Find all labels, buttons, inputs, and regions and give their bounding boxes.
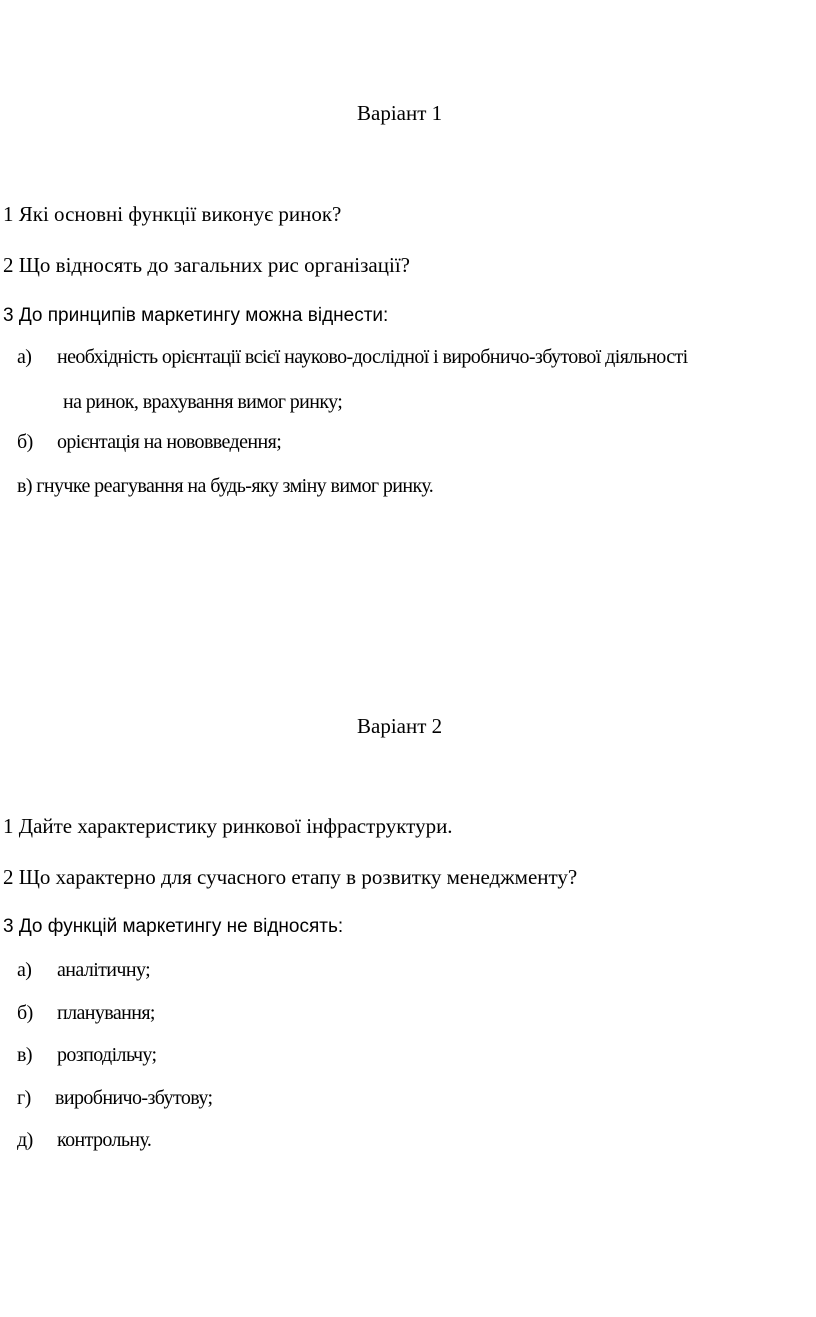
variant2-title: Варіант 2: [357, 714, 443, 738]
option-text: планування;: [57, 1002, 155, 1024]
option-label: б): [17, 1002, 33, 1024]
variant1-question-2: 2 Що відносять до загальних рис організації?: [3, 253, 410, 277]
variant1-question-3: 3 До принципів маркетингу можна віднести:: [3, 305, 389, 326]
option-label: а): [17, 346, 32, 368]
option-label: г): [17, 1087, 31, 1109]
option-label: а): [17, 959, 32, 981]
option-text: орієнтація на нововведення;: [57, 431, 282, 453]
variant1-option-c: в) гнучке реагування на будь-яку зміну вимог ринку.: [17, 475, 434, 497]
variant2-question-2: 2 Що характерно для сучасного етапу в розвитку менеджменту?: [3, 865, 578, 889]
variant2-option-d: [17, 1088, 213, 1108]
option-label: б): [17, 431, 33, 453]
variant2-option-b: [17, 1003, 155, 1023]
option-text: виробничо-збутову;: [55, 1087, 213, 1109]
variant1-question-1: 1 Які основні функції виконує ринок?: [3, 202, 342, 226]
variant1-title: Варіант 1: [357, 101, 443, 125]
option-label: д): [17, 1129, 33, 1151]
variant1-option-b: [17, 432, 281, 452]
variant2-option-a: [17, 960, 150, 980]
option-text: аналітичну;: [57, 959, 151, 981]
option-label: в): [17, 1044, 32, 1066]
variant2-question-1: 1 Дайте характеристику ринкової інфраструктури.: [3, 814, 453, 838]
variant2-question-3: 3 До функцій маркетингу не відносять:: [3, 916, 344, 937]
option-text: розподільчу;: [57, 1044, 157, 1066]
variant2-option-c: [17, 1045, 157, 1065]
option-text: контрольну.: [57, 1129, 152, 1151]
variant1-option-a-continued: на ринок, врахування вимог ринку;: [63, 391, 343, 413]
variant2-option-e: [17, 1130, 151, 1150]
option-text: необхідність орієнтації всієї науково-дослідної і виробничо-збутової діяльності: [57, 346, 688, 368]
variant1-option-a: [17, 347, 688, 367]
